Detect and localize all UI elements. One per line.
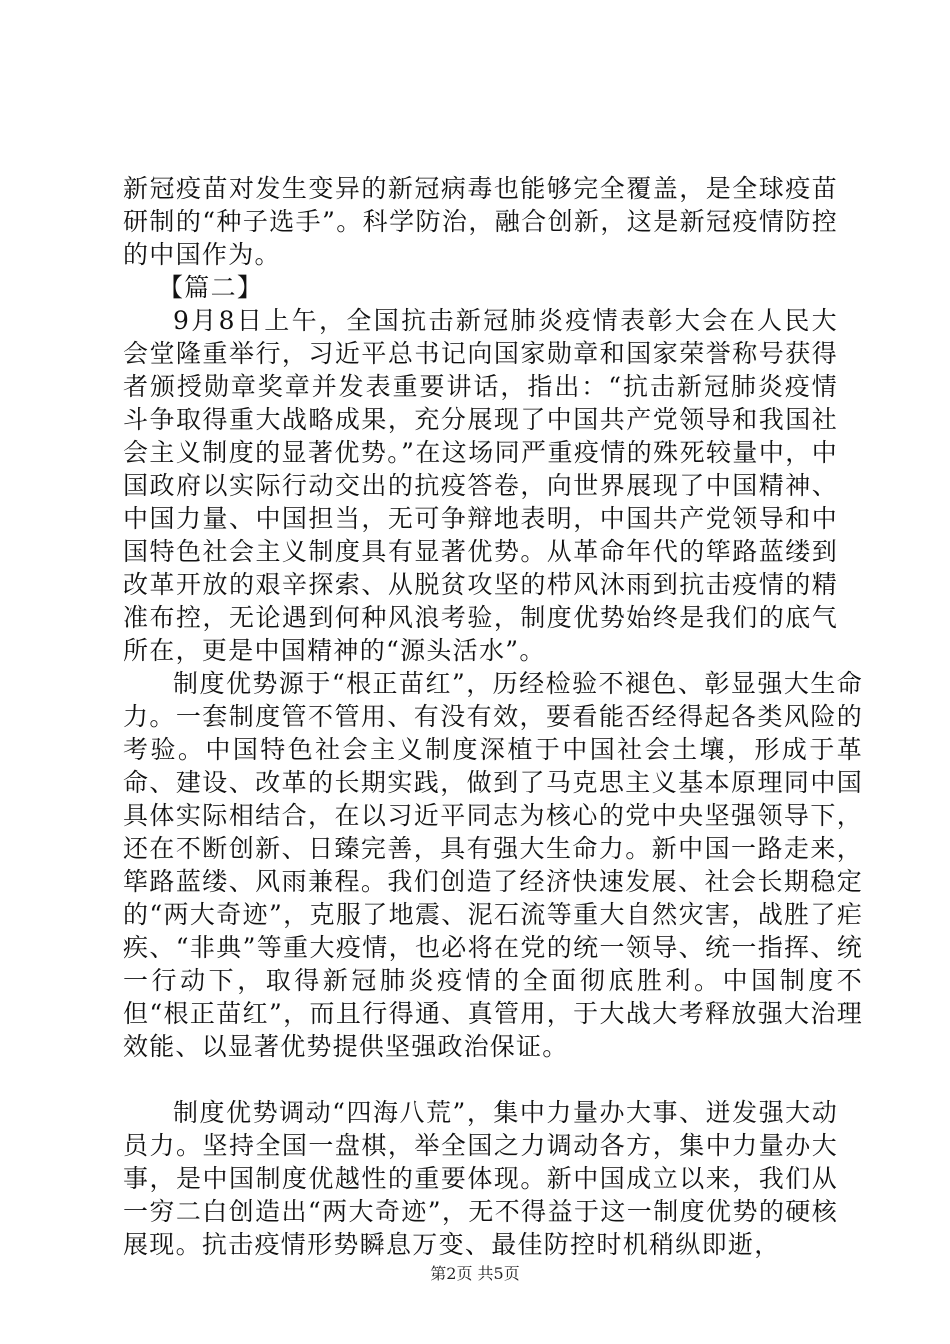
- paragraph-3: 制度优势调动“四海八荒”，集中力量办大事、迸发强大动员力。坚持全国一盘棋，举全国之力调动各方，集中力量办大事，是中国制度优越性的重要体现。新中国成立以来，我们从一穷二白创造出“两大奇迹”，无不得益于这一制度优势的硬核展现。抗击疫情形势瞬息万变、最佳防控时机稍纵即逝，: [123, 1098, 838, 1259]
- paragraph-intro: 新冠疫苗对发生变异的新冠病毒也能够完全覆盖，是全球疫苗研制的“种子选手”。科学防治，融合创新，这是新冠疫情防控的中国作为。: [123, 174, 838, 269]
- page-footer: 第2页 共5页: [430, 1264, 520, 1283]
- paragraph-1: 9月8日上午，全国抗击新冠肺炎疫情表彰大会在人民大会堂隆重举行，习近平总书记向国家勋章和国家荣誉称号获得者颁授勋章奖章并发表重要讲话，指出：“抗击新冠肺炎疫情斗争取得重大战略成果，充分展现了中国共产党领导和我国社会主义制度的显著优势。”在这场同严重疫情的殊死较量中，中国政府以实际行动交出的抗疫答卷，向世界展现了中国精神、中国力量、中国担当，无可争辩地表明，中国共产党领导和中国特色社会主义制度具有显著优势。从革命年代的筚路蓝缕到改革开放的艰辛探索、从脱贫攻坚的栉风沐雨到抗击疫情的精准布控，无论遇到何种风浪考验，制度优势始终是我们的底气所在，更是中国精神的“源头活水”。: [123, 306, 838, 665]
- paragraph-spacer: [123, 1063, 838, 1096]
- section-heading: 【篇二】: [158, 273, 264, 302]
- document-body: [123, 172, 863, 1261]
- paragraph-2: 制度优势源于“根正苗红”，历经检验不褪色、彰显强大生命力。一套制度管不管用、有没有效，要看能否经得起各类风险的考验。中国特色社会主义制度深植于中国社会土壤，形成于革命、建设、改革的长期实践，做到了马克思主义基本原理同中国具体实际相结合，在以习近平同志为核心的党中央坚强领导下，还在不断创新、日臻完善，具有强大生命力。新中国一路走来，筚路蓝缕、风雨兼程。我们创造了经济快速发展、社会长期稳定的“两大奇迹”，克服了地震、泥石流等重大自然灾害，战胜了疟疾、“非典”等重大疫情，也必将在党的统一领导、统一指挥、统一行动下，取得新冠肺炎疫情的全面彻底胜利。中国制度不但“根正苗红”，而且行得通、真管用，于大战大考释放强大治理效能、以显著优势提供坚强政治保证。: [123, 669, 863, 1061]
